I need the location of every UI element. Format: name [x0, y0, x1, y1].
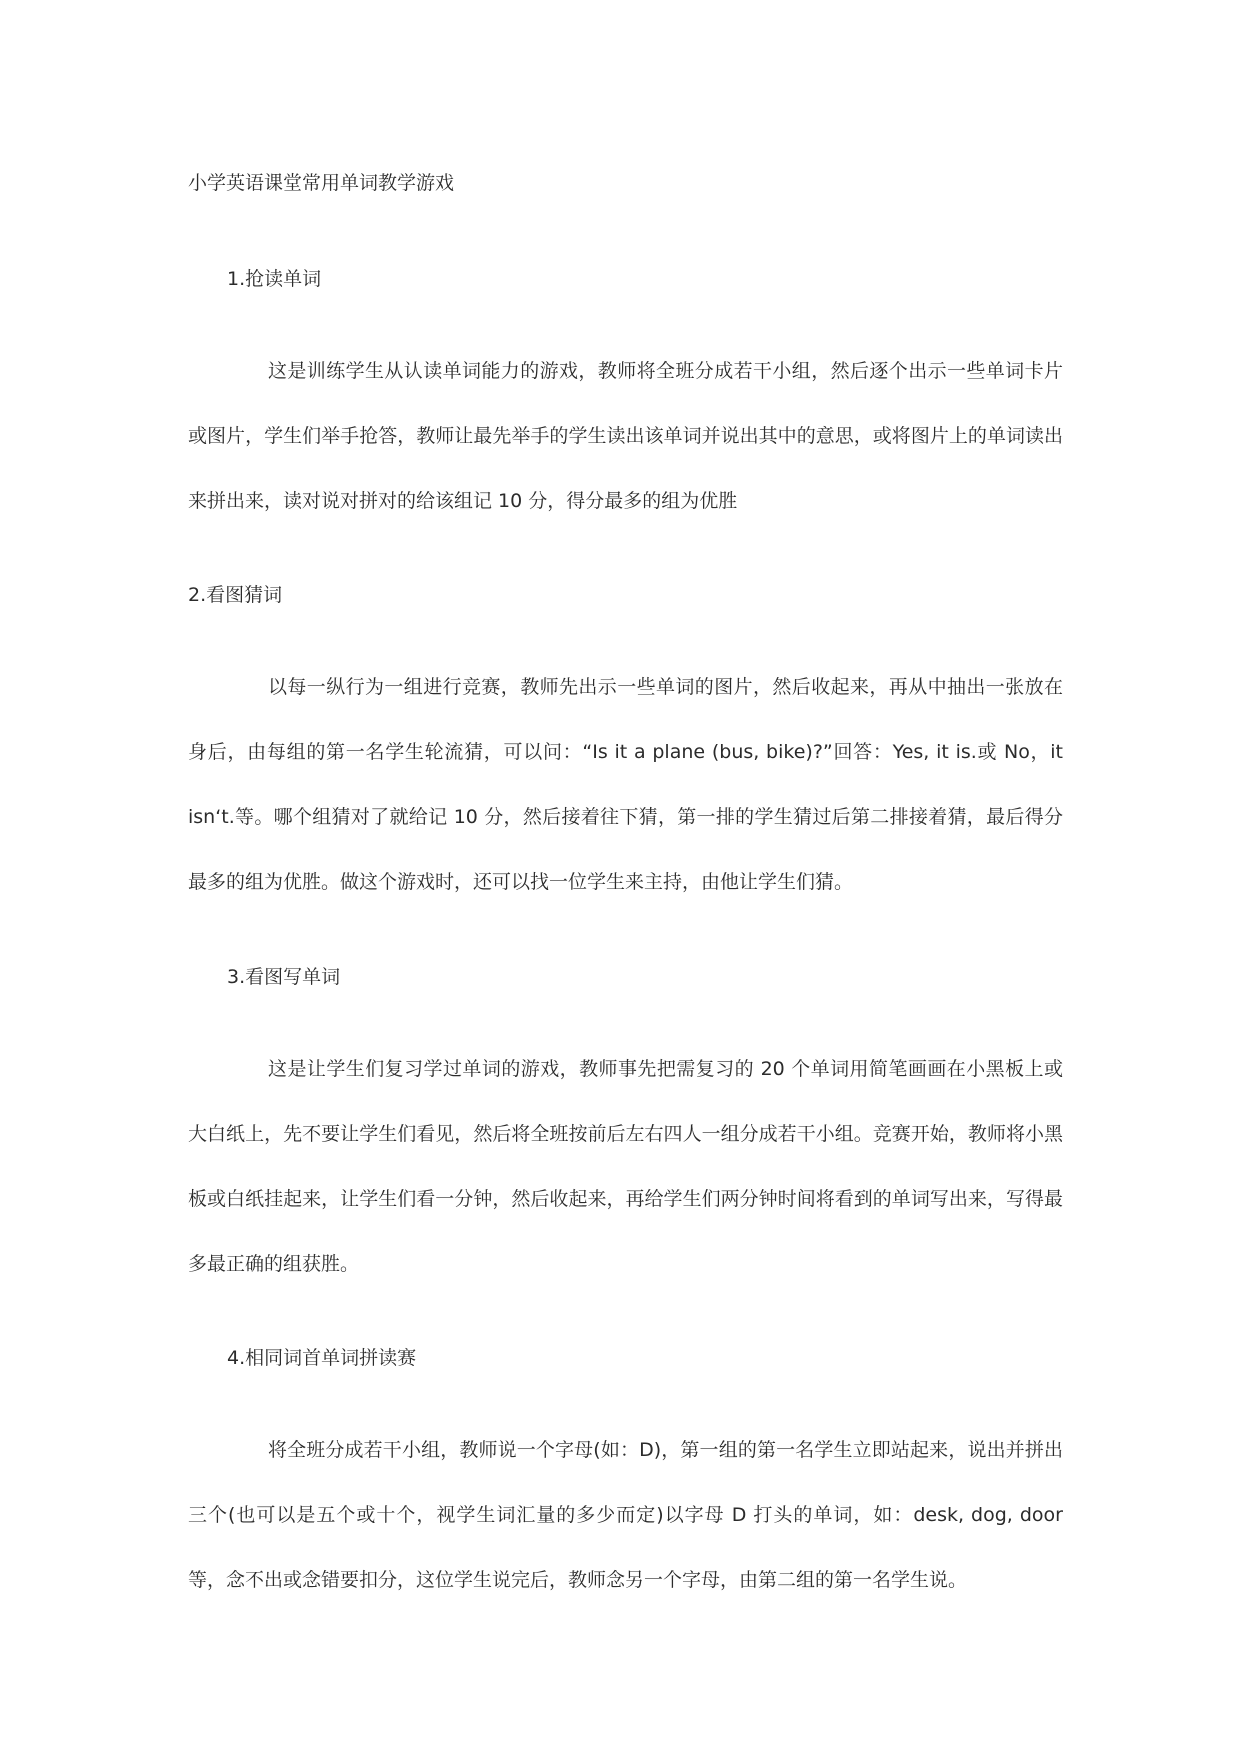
document-title: 小学英语课堂常用单词教学游戏	[188, 172, 455, 194]
section-body-1: 这是训练学生从认读单词能力的游戏，教师将全班分成若干小组，然后逐个出示一些单词卡片或图片，学生们举手抢答，教师让最先举手的学生读出该单词并说出其中的意思，或将图片上的单词读出来拼出来，读对说对拼对的给该组记 10 分，得分最多的组为优胜	[188, 360, 1063, 512]
section-body-4: 将全班分成若干小组，教师说一个字母(如：D)，第一组的第一名学生立即站起来，说出并拼出三个(也可以是五个或十个，视学生词汇量的多少而定)以字母 D 打头的单词，如：desk, dog, door 等，念不出或念错要扣分，这位学生说完后，教师念另一个字母，由第二组的第一名学生说。	[188, 1439, 1063, 1591]
section-body-3: 这是让学生们复习学过单词的游戏，教师事先把需复习的 20 个单词用简笔画画在小黑板上或大白纸上，先不要让学生们看见，然后将全班按前后左右四人一组分成若干小组。竞赛开始，教师将小黑板或白纸挂起来，让学生们看一分钟，然后收起来，再给学生们两分钟时间将看到的单词写出来，写得最多最正确的组获胜。	[188, 1058, 1063, 1275]
section-heading-2: 2.看图猜词	[188, 584, 283, 606]
section-heading-1: 1.抢读单词	[227, 268, 322, 290]
section-heading-3: 3.看图写单词	[227, 966, 341, 988]
section-body-2: 以每一纵行为一组进行竞赛，教师先出示一些单词的图片，然后收起来，再从中抽出一张放在身后，由每组的第一名学生轮流猜，可以问：“Is it a plane (bus, bike)?”回答：Yes, it is.或 No，it isn‘t.等。哪个组猜对了就给记 10 分，然后接着往下猜，第一排的学生猜过后第二排接着猜，最后得分最多的组为优胜。做这个游戏时，还可以找一位学生来主持，由他让学生们猜。	[188, 676, 1063, 893]
section-heading-4: 4.相同词首单词拼读赛	[227, 1347, 417, 1369]
